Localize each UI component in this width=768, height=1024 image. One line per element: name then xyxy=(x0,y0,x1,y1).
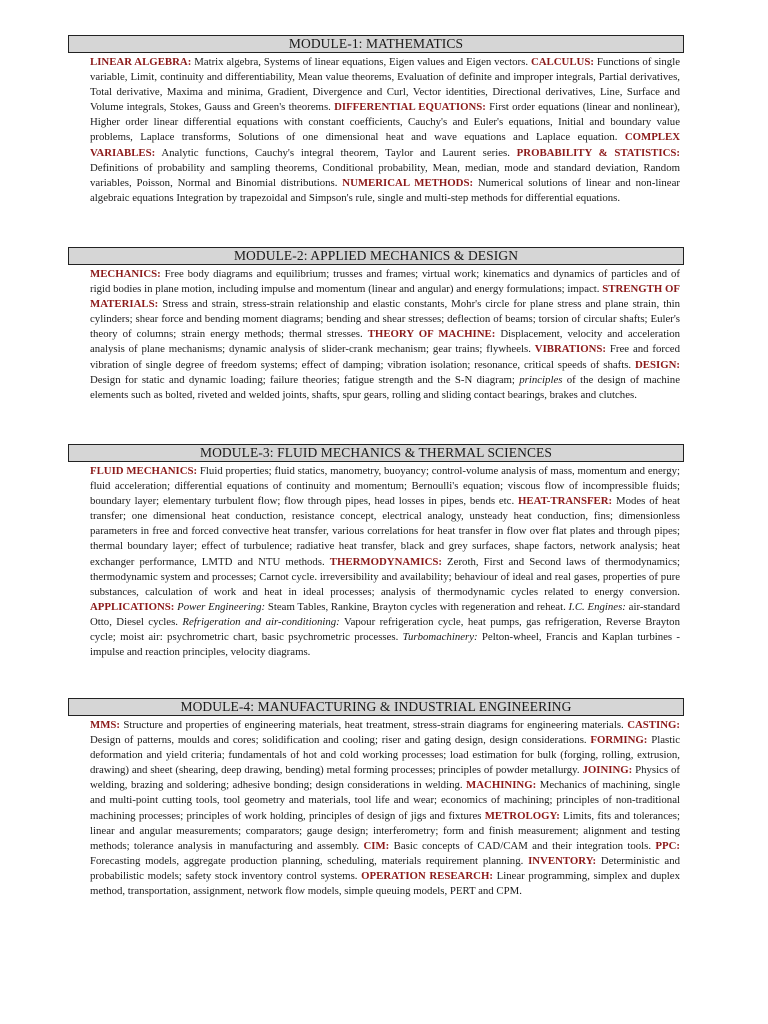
topic-text: Linear programming, simplex and duplex method, transportation, assignment, network flow models, simple queuing models, PERT and CPM. xyxy=(90,869,680,898)
topic-keyword: LINEAR ALGEBRA: xyxy=(90,56,192,68)
topic-keyword: DIFFERENTIAL EQUATIONS: xyxy=(334,101,486,114)
topic-text: Design of patterns, moulds and cores; solidification and cooling; riser and gating design, design considerations. xyxy=(90,734,591,747)
topic-keyword: VIBRATIONS: xyxy=(534,343,606,356)
topic-text: Numerical solutions of linear and non-linear algebraic equations Integration by trapezoidal and Simpson's rule, single and multi-step methods for differential equations. xyxy=(90,176,680,204)
topic-text: Vapour refrigeration cycle, heat pumps, gas refrigeration, Reverse Brayton cycle; moist air: psychrometric chart, basic psychrometric processes. xyxy=(90,615,680,644)
topic-text: Deterministic and probabilistic models; safety stock inventory control systems. xyxy=(90,854,680,882)
topic-keyword: NUMERICAL METHODS: xyxy=(342,176,474,189)
module-4 xyxy=(68,698,684,899)
topic-text: Analytic functions, Cauchy's integral theorem, Taylor and Laurent series. xyxy=(155,146,517,159)
topic-keyword: FLUID MECHANICS: xyxy=(90,465,198,477)
module-3 xyxy=(68,444,684,660)
topic-text: Structure and properties of engineering materials, heat treatment, stress-strain diagrams for engineering materials. xyxy=(119,719,628,731)
topic-text: First order equations (linear and nonlinear), Higher order linear differential equations with constant coefficients, Cauchy's and Euler's equations, Initial and boundary value problems, Laplace transforms, Solutions of one dimensional heat and wave equations and Laplace equation. xyxy=(90,101,680,144)
module-4-body xyxy=(90,718,680,899)
topic-keyword: MMS: xyxy=(90,719,120,731)
topic-keyword: MACHINING: xyxy=(466,779,537,792)
subtopic-label: Refrigeration and air-conditioning: xyxy=(182,615,340,628)
topic-text: Steam Tables, Rankine, Brayton cycles with regeneration and reheat. xyxy=(265,600,569,613)
topic-text: air-standard Otto, Diesel cycles. xyxy=(90,600,681,628)
topic-keyword: CALCULUS: xyxy=(530,56,594,68)
topic-keyword: DESIGN: xyxy=(635,358,680,371)
topic-keyword: CASTING: xyxy=(627,719,680,731)
topic-text: Forecasting models, aggregate production planning, scheduling, materials requirement planning. xyxy=(90,854,529,867)
topic-text: Fluid properties; fluid statics, manometry, buoyancy; control-volume analysis of mass, momentum and energy; fluid acceleration; differential equations of continuity and momentum; Bernoulli's equation; viscous flow of incompressible fluids; boundary layer; elementary turbulent flow; flow through pipes, head losses in pipes, bends etc. xyxy=(90,465,680,508)
topic-text: Zeroth, First and Second laws of thermodynamics; thermodynamic system and processes; Carnot cycle. irreversibility and availability; behaviour of ideal and real gases, properties of pure substances, calculation of work and heat in ideal processes; analysis of thermodynamic cycles related to energy conversion. xyxy=(90,555,680,598)
topic-keyword: CIM: xyxy=(363,839,390,852)
module-3-title: MODULE-3: FLUID MECHANICS & THERMAL SCIENCES xyxy=(68,444,684,462)
module-2-title: MODULE-2: APPLIED MECHANICS & DESIGN xyxy=(68,247,684,265)
topic-text: of the design of machine elements such as bolted, riveted and welded joints, shafts, spur gears, rolling and sliding contact bearings, brakes and clutches. xyxy=(90,373,680,401)
module-1 xyxy=(68,35,684,206)
topic-text: Pelton-wheel, Francis and Kaplan turbines - impulse and reaction principles, velocity diagrams. xyxy=(90,631,681,659)
module-1-body xyxy=(90,55,680,206)
topic-text: Definitions of probability and sampling theorems, Conditional probability, Mean, median, mode and standard deviation, Random variables, Poisson, Normal and Binomial distributions. xyxy=(90,161,680,189)
topic-text: Plastic deformation and yield criteria; fundamentals of hot and cold working processes; load estimation for bulk (forging, rolling, extrusion, drawing) and sheet (shearing, deep drawing, bending) metal forming processes; principles of powder metallurgy. xyxy=(90,734,680,777)
topic-keyword: PPC: xyxy=(655,839,680,852)
topic-text: Matrix algebra, Systems of linear equations, Eigen values and Eigen vectors. xyxy=(191,56,531,68)
topic-keyword: METROLOGY: xyxy=(484,809,560,822)
module-2-body xyxy=(90,267,680,403)
topic-text: Functions of single variable, Limit, continuity and differentiability, Mean value theorems, Evaluation of definite and improper integrals, Partial derivatives, Total derivative, Maxima and minima, Gradient, Divergence and Curl, Vector identities, Directional derivatives, Line, Surface and Volume integrals, Stokes, Gauss and Green's theorems. xyxy=(90,56,680,114)
subtopic-label: Turbomachinery: xyxy=(402,631,478,644)
topic-keyword: FORMING: xyxy=(590,734,648,747)
topic-keyword: PROBABILITY & STATISTICS: xyxy=(516,146,680,159)
topic-text: Stress and strain, stress-strain relationship and elastic constants, Mohr's circle for plane stress and plane strain, thin cylinders; shear force and bending moment diagrams; bending and shear stresses; deflection of beams; torsion of circular shafts; Euler's theory of columns; strain energy methods; thermal stresses. xyxy=(90,298,680,341)
module-4-title: MODULE-4: MANUFACTURING & INDUSTRIAL ENGINEERING xyxy=(68,698,684,716)
topic-keyword: THERMODYNAMICS: xyxy=(329,555,442,568)
subtopic-label: I.C. Engines: xyxy=(568,600,626,613)
topic-text: Mechanics of machining, single and multi-point cutting tools, tool geometry and materials, tool life and wear; economics of machining; principles of non-traditional machining processes; principles of work holding, principles of design of jigs and fixtures xyxy=(90,779,680,822)
subtopic-label: Power Engineering: xyxy=(177,600,266,613)
topic-keyword: JOINING: xyxy=(582,764,633,777)
topic-keyword: OPERATION RESEARCH: xyxy=(361,869,493,882)
subtopic-label: principles xyxy=(519,373,563,386)
topic-keyword: APPLICATIONS: xyxy=(90,600,175,613)
topic-text: Limits, fits and tolerances; linear and angular measurements; comparators; gauge design; interferometry; form and finish measurement; alignment and testing methods; tolerance analysis in manufacturing and assembly. xyxy=(90,809,680,852)
topic-keyword: INVENTORY: xyxy=(528,854,597,867)
topic-text: Free and forced vibration of single degree of freedom systems; effect of damping; vibration isolation; resonance, critical speeds of shafts. xyxy=(90,343,680,371)
module-1-title: MODULE-1: MATHEMATICS xyxy=(68,35,684,53)
topic-text: Displacement, velocity and acceleration analysis of plane mechanisms; dynamic analysis of slider-crank mechanism; gear trains; flywheels. xyxy=(90,328,680,356)
module-3-body xyxy=(90,464,680,660)
topic-text: Design for static and dynamic loading; failure theories; fatigue strength and the S-N diagram; xyxy=(90,373,520,386)
topic-keyword: HEAT-TRANSFER: xyxy=(517,495,613,508)
topic-text: Modes of heat transfer; one dimensional heat conduction, resistance concept, electrical analogy, unsteady heat conduction, fins; dimensionless parameters in free and forced convective heat transfer, various correlations for heat transfer in flow over flat plates and through pipes; thermal boundary layer; effect of turbulence; radiative heat transfer, black and grey surfaces, shape factors, network analysis; heat exchanger performance, LMTD and NTU methods. xyxy=(90,495,680,568)
topic-text: Free body diagrams and equilibrium; trusses and frames; virtual work; kinematics and dynamics of particles and of rigid bodies in plane motion, including impulse and momentum (linear and angular) and energy formulations; impact. xyxy=(90,268,680,296)
topic-text: Basic concepts of CAD/CAM and their integration tools. xyxy=(389,839,656,852)
topic-keyword: MECHANICS: xyxy=(90,268,161,280)
topic-keyword: STRENGTH OF MATERIALS: xyxy=(90,283,680,311)
topic-keyword: COMPLEX VARIABLES: xyxy=(90,131,680,159)
module-2 xyxy=(68,247,684,403)
topic-keyword: THEORY OF MACHINE: xyxy=(367,328,496,341)
topic-text: Physics of welding, brazing and soldering; adhesive bonding; design considerations in welding. xyxy=(90,764,681,792)
